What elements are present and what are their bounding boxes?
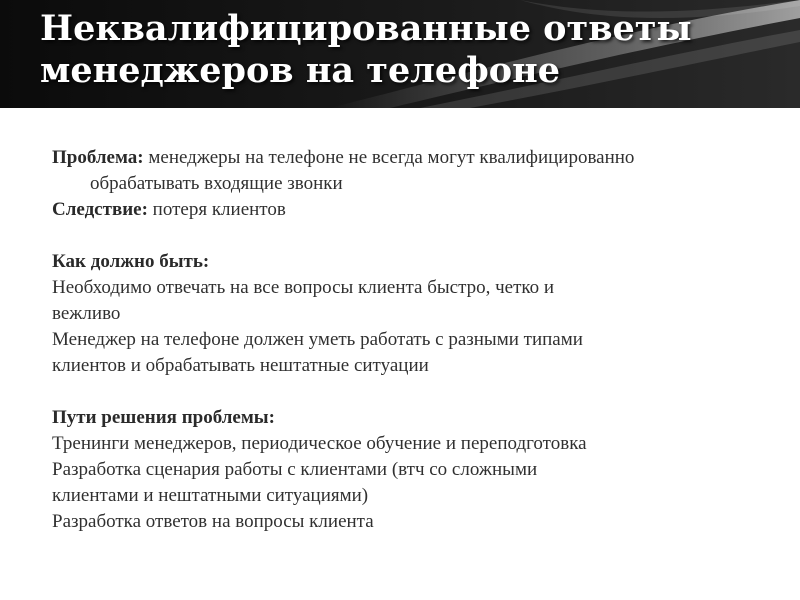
problem-block — [52, 145, 772, 197]
consequence-line — [52, 197, 772, 223]
slide-title — [40, 8, 780, 92]
spacer — [52, 223, 772, 249]
consequence-label: Следствие: — [52, 199, 148, 220]
solution-item: клиентами и нештатными ситуациями) — [52, 485, 369, 506]
should-be-item: Необходимо отвечать на все вопросы клиента быстро, четко и — [52, 277, 555, 298]
spacer — [52, 379, 772, 405]
should-be-item: Менеджер на телефоне должен уметь работать с разными типами — [52, 329, 583, 350]
slide-title-line-2: менеджеров на телефоне — [40, 50, 560, 91]
problem-text-line-2: обрабатывать входящие звонки — [90, 173, 343, 194]
slide-body — [52, 145, 772, 535]
solutions-heading: Пути решения проблемы: — [52, 407, 275, 428]
solution-item: Разработка ответов на вопросы клиента — [52, 511, 374, 532]
should-be-item: клиентов и обрабатывать нештатные ситуации — [52, 355, 429, 376]
solution-item: Разработка сценария работы с клиентами (втч со сложными — [52, 459, 538, 480]
consequence-text: потеря клиентов — [147, 199, 286, 220]
should-be-heading: Как должно быть: — [52, 251, 210, 272]
problem-text-line-1: менеджеры на телефоне не всегда могут квалифицированно — [143, 147, 635, 168]
problem-line — [52, 145, 772, 171]
title-banner — [0, 0, 800, 108]
slide-title-line-1: Неквалифицированные ответы — [40, 8, 692, 49]
solution-item: Тренинги менеджеров, периодическое обучение и переподготовка — [52, 433, 587, 454]
problem-label: Проблема: — [52, 147, 144, 168]
should-be-item: вежливо — [52, 303, 121, 324]
